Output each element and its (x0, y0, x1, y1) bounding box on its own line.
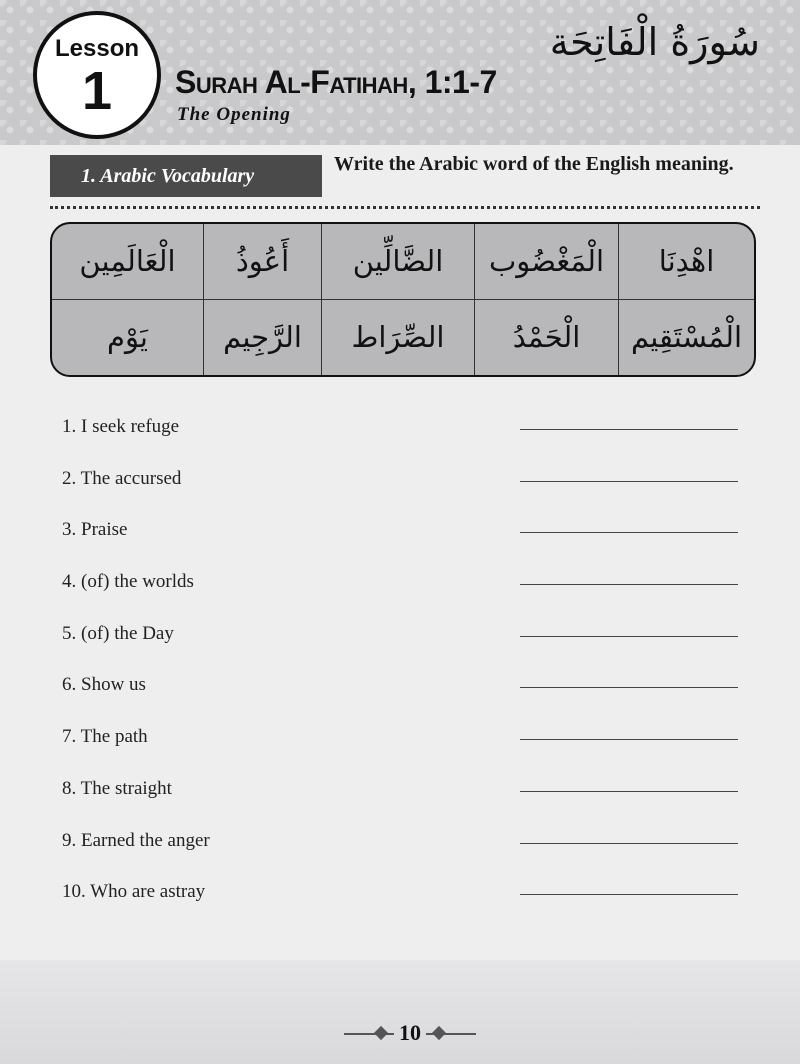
answer-blank[interactable] (520, 843, 738, 844)
surah-subtitle: The Opening (177, 104, 291, 125)
ornament-right (426, 1033, 476, 1035)
answer-blank[interactable] (520, 636, 738, 637)
surah-title: Surah Al-Fatihah, 1:1-7 (175, 64, 497, 100)
page-number-ornament (330, 1020, 490, 1050)
question-row (62, 721, 742, 773)
question-row (62, 773, 742, 825)
question-row (62, 876, 742, 928)
vocab-box (50, 222, 756, 377)
question-label: 7. The path (62, 726, 148, 748)
vocab-word: الرَّجِيم (204, 300, 322, 376)
question-row (62, 463, 742, 515)
answer-blank[interactable] (520, 481, 738, 482)
question-label: 10. Who are astray (62, 881, 206, 903)
question-label: 9. Earned the anger (62, 829, 210, 851)
vocab-word: الْعَالَمِين (52, 224, 204, 300)
question-row (62, 618, 742, 670)
question-label: 1. I seek refuge (62, 416, 180, 437)
lesson-label: Lesson (54, 35, 140, 62)
vocab-word: الْمَغْضُوب (475, 224, 619, 300)
surah-arabic-title: سُورَةُ الْفَاتِحَة (549, 20, 760, 64)
page-number: 10 (399, 1020, 421, 1045)
vocab-word: الْمُسْتَقِيم (631, 320, 743, 355)
question-row (62, 514, 742, 566)
vocab-grid (52, 224, 754, 375)
question-label: 6. Show us (62, 674, 146, 696)
section-tab: 1. Arabic Vocabulary (50, 155, 322, 197)
vocab-word: الضَّالِّين (322, 224, 475, 300)
question-row (62, 669, 742, 721)
question-label: 5. (of) the Day (62, 622, 174, 644)
answer-blank[interactable] (520, 687, 738, 688)
vocab-word: الْحَمْدُ (475, 300, 619, 376)
question-label: 2. The accursed (62, 467, 182, 489)
dotted-divider (50, 206, 760, 209)
answer-blank[interactable] (520, 739, 738, 740)
lesson-badge (33, 11, 161, 139)
vocab-word: أَعُوذُ (204, 224, 322, 300)
ornament-diamond-icon (374, 1026, 388, 1040)
vocab-word: يَوْم (52, 300, 204, 376)
question-row (62, 411, 742, 463)
lesson-number: 1 (81, 61, 113, 121)
answer-blank[interactable] (520, 429, 738, 430)
question-label: 3. Praise (62, 519, 128, 541)
question-row (62, 825, 742, 877)
question-list (62, 411, 742, 928)
vocab-word: اهْدِنَا (619, 224, 754, 300)
answer-blank[interactable] (520, 894, 738, 895)
question-label: 4. (of) the worlds (62, 571, 194, 593)
vocab-word: الصِّرَاط (322, 300, 475, 376)
question-label: 8. The straight (62, 777, 172, 799)
answer-blank[interactable] (520, 584, 738, 585)
answer-blank[interactable] (520, 791, 738, 792)
instruction-text: Write the Arabic word of the English meaning. (334, 153, 734, 175)
answer-blank[interactable] (520, 532, 738, 533)
header-banner (0, 0, 800, 145)
question-row (62, 566, 742, 618)
